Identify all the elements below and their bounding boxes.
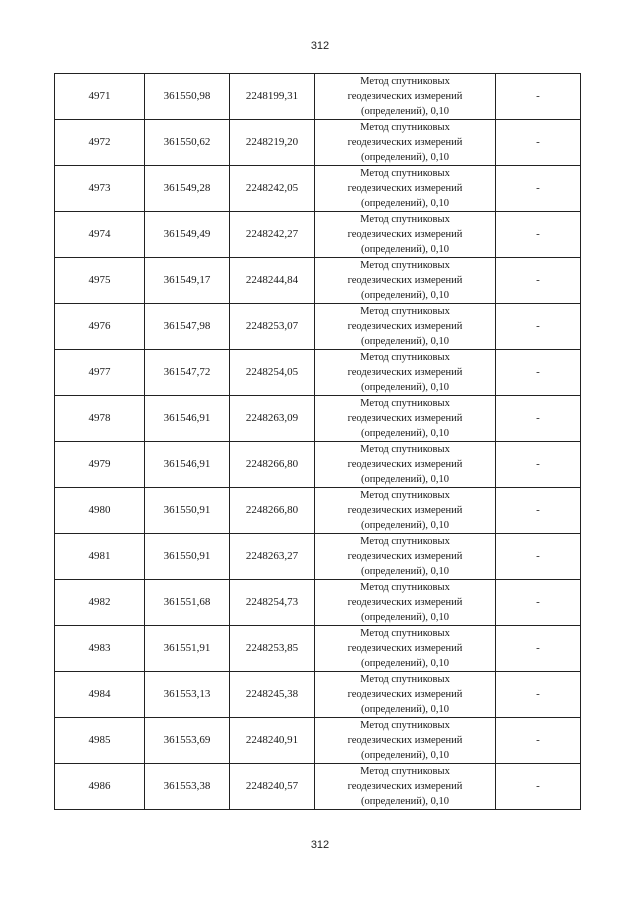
method-line: Метод спутниковых [360, 674, 450, 685]
coordinate-x-cell: 361550,91 [145, 534, 230, 580]
note-cell: - [496, 442, 581, 488]
method-line: (определений), 0,10 [360, 198, 450, 209]
coordinate-x-cell: 361550,91 [145, 488, 230, 534]
method-line: Метод спутниковых [360, 214, 450, 225]
method-line: геодезических измерений [347, 229, 463, 240]
method-line: геодезических измерений [347, 413, 463, 424]
method-cell [315, 396, 496, 442]
coordinate-x-cell: 361546,91 [145, 396, 230, 442]
coordinates-table-body [55, 74, 581, 810]
point-number-cell: 4984 [55, 672, 145, 718]
coordinate-y-cell: 2248240,91 [230, 718, 315, 764]
method-line: геодезических измерений [347, 321, 463, 332]
method-line: геодезических измерений [347, 459, 463, 470]
table-row [55, 534, 581, 580]
table-row [55, 396, 581, 442]
method-cell [315, 350, 496, 396]
method-line: геодезических измерений [347, 781, 463, 792]
coordinate-y-cell: 2248242,27 [230, 212, 315, 258]
method-cell [315, 166, 496, 212]
table-row [55, 580, 581, 626]
method-line: геодезических измерений [347, 275, 463, 286]
method-line: Метод спутниковых [360, 76, 450, 87]
method-cell [315, 580, 496, 626]
point-number-cell: 4975 [55, 258, 145, 304]
coordinates-table [54, 73, 581, 810]
coordinate-x-cell: 361550,98 [145, 74, 230, 120]
method-line: геодезических измерений [347, 551, 463, 562]
method-line: Метод спутниковых [360, 444, 450, 455]
note-cell: - [496, 764, 581, 810]
note-cell: - [496, 488, 581, 534]
method-line: (определений), 0,10 [360, 520, 450, 531]
point-number-cell: 4982 [55, 580, 145, 626]
method-cell [315, 212, 496, 258]
coordinate-y-cell: 2248254,73 [230, 580, 315, 626]
method-cell [315, 534, 496, 580]
method-line: (определений), 0,10 [360, 474, 450, 485]
point-number-cell: 4977 [55, 350, 145, 396]
method-line: (определений), 0,10 [360, 658, 450, 669]
coordinate-y-cell: 2248253,85 [230, 626, 315, 672]
table-row [55, 718, 581, 764]
method-line: (определений), 0,10 [360, 796, 450, 807]
note-cell: - [496, 672, 581, 718]
method-line: (определений), 0,10 [360, 336, 450, 347]
point-number-cell: 4986 [55, 764, 145, 810]
method-line: Метод спутниковых [360, 260, 450, 271]
method-line: (определений), 0,10 [360, 106, 450, 117]
method-line: Метод спутниковых [360, 352, 450, 363]
table-row [55, 166, 581, 212]
point-number-cell: 4974 [55, 212, 145, 258]
note-cell: - [496, 534, 581, 580]
note-cell: - [496, 350, 581, 396]
method-line: геодезических измерений [347, 367, 463, 378]
note-cell: - [496, 304, 581, 350]
method-line: геодезических измерений [347, 91, 463, 102]
table-row [55, 488, 581, 534]
table-row [55, 120, 581, 166]
coordinate-y-cell: 2248254,05 [230, 350, 315, 396]
note-cell: - [496, 580, 581, 626]
note-cell: - [496, 212, 581, 258]
method-line: (определений), 0,10 [360, 612, 450, 623]
method-line: Метод спутниковых [360, 122, 450, 133]
method-line: Метод спутниковых [360, 720, 450, 731]
table-row [55, 764, 581, 810]
table-row [55, 212, 581, 258]
method-line: Метод спутниковых [360, 398, 450, 409]
point-number-cell: 4983 [55, 626, 145, 672]
coordinate-y-cell: 2248244,84 [230, 258, 315, 304]
method-line: (определений), 0,10 [360, 244, 450, 255]
coordinate-x-cell: 361549,28 [145, 166, 230, 212]
method-line: (определений), 0,10 [360, 152, 450, 163]
coordinate-x-cell: 361553,13 [145, 672, 230, 718]
method-cell [315, 304, 496, 350]
note-cell: - [496, 74, 581, 120]
coordinate-x-cell: 361549,17 [145, 258, 230, 304]
coordinate-y-cell: 2248253,07 [230, 304, 315, 350]
method-cell [315, 74, 496, 120]
method-cell [315, 120, 496, 166]
point-number-cell: 4985 [55, 718, 145, 764]
method-line: геодезических измерений [347, 735, 463, 746]
note-cell: - [496, 718, 581, 764]
method-cell [315, 764, 496, 810]
point-number-cell: 4978 [55, 396, 145, 442]
coordinate-x-cell: 361553,69 [145, 718, 230, 764]
point-number-cell: 4979 [55, 442, 145, 488]
method-line: (определений), 0,10 [360, 750, 450, 761]
method-cell [315, 258, 496, 304]
method-line: геодезических измерений [347, 597, 463, 608]
method-cell [315, 626, 496, 672]
method-line: Метод спутниковых [360, 582, 450, 593]
method-line: геодезических измерений [347, 137, 463, 148]
table-row [55, 672, 581, 718]
coordinate-y-cell: 2248242,05 [230, 166, 315, 212]
method-line: геодезических измерений [347, 183, 463, 194]
point-number-cell: 4980 [55, 488, 145, 534]
point-number-cell: 4971 [55, 74, 145, 120]
coordinate-x-cell: 361546,91 [145, 442, 230, 488]
method-line: Метод спутниковых [360, 306, 450, 317]
coordinate-x-cell: 361547,72 [145, 350, 230, 396]
method-line: Метод спутниковых [360, 168, 450, 179]
note-cell: - [496, 258, 581, 304]
coordinate-y-cell: 2248219,20 [230, 120, 315, 166]
point-number-cell: 4976 [55, 304, 145, 350]
coordinate-y-cell: 2248263,09 [230, 396, 315, 442]
method-line: Метод спутниковых [360, 536, 450, 547]
note-cell: - [496, 120, 581, 166]
page-number-bottom: 312 [310, 839, 330, 851]
coordinate-y-cell: 2248245,38 [230, 672, 315, 718]
method-line: (определений), 0,10 [360, 290, 450, 301]
table-row [55, 350, 581, 396]
note-cell: - [496, 166, 581, 212]
coordinate-y-cell: 2248266,80 [230, 442, 315, 488]
method-line: (определений), 0,10 [360, 704, 450, 715]
coordinate-x-cell: 361549,49 [145, 212, 230, 258]
note-cell: - [496, 396, 581, 442]
method-cell [315, 672, 496, 718]
point-number-cell: 4973 [55, 166, 145, 212]
coordinate-x-cell: 361551,68 [145, 580, 230, 626]
coordinate-y-cell: 2248266,80 [230, 488, 315, 534]
method-line: (определений), 0,10 [360, 428, 450, 439]
table-row [55, 442, 581, 488]
method-line: геодезических измерений [347, 643, 463, 654]
page-number-top: 312 [310, 40, 330, 52]
method-cell [315, 718, 496, 764]
method-line: (определений), 0,10 [360, 382, 450, 393]
point-number-cell: 4972 [55, 120, 145, 166]
method-line: Метод спутниковых [360, 628, 450, 639]
method-line: Метод спутниковых [360, 490, 450, 501]
coordinate-x-cell: 361547,98 [145, 304, 230, 350]
method-cell [315, 488, 496, 534]
coordinate-x-cell: 361551,91 [145, 626, 230, 672]
method-line: геодезических измерений [347, 505, 463, 516]
table-row [55, 258, 581, 304]
method-cell [315, 442, 496, 488]
coordinate-y-cell: 2248240,57 [230, 764, 315, 810]
coordinate-y-cell: 2248199,31 [230, 74, 315, 120]
table-row [55, 304, 581, 350]
table-row [55, 74, 581, 120]
coordinate-y-cell: 2248263,27 [230, 534, 315, 580]
table-row [55, 626, 581, 672]
method-line: Метод спутниковых [360, 766, 450, 777]
point-number-cell: 4981 [55, 534, 145, 580]
method-line: геодезических измерений [347, 689, 463, 700]
note-cell: - [496, 626, 581, 672]
coordinate-x-cell: 361553,38 [145, 764, 230, 810]
coordinate-x-cell: 361550,62 [145, 120, 230, 166]
method-line: (определений), 0,10 [360, 566, 450, 577]
